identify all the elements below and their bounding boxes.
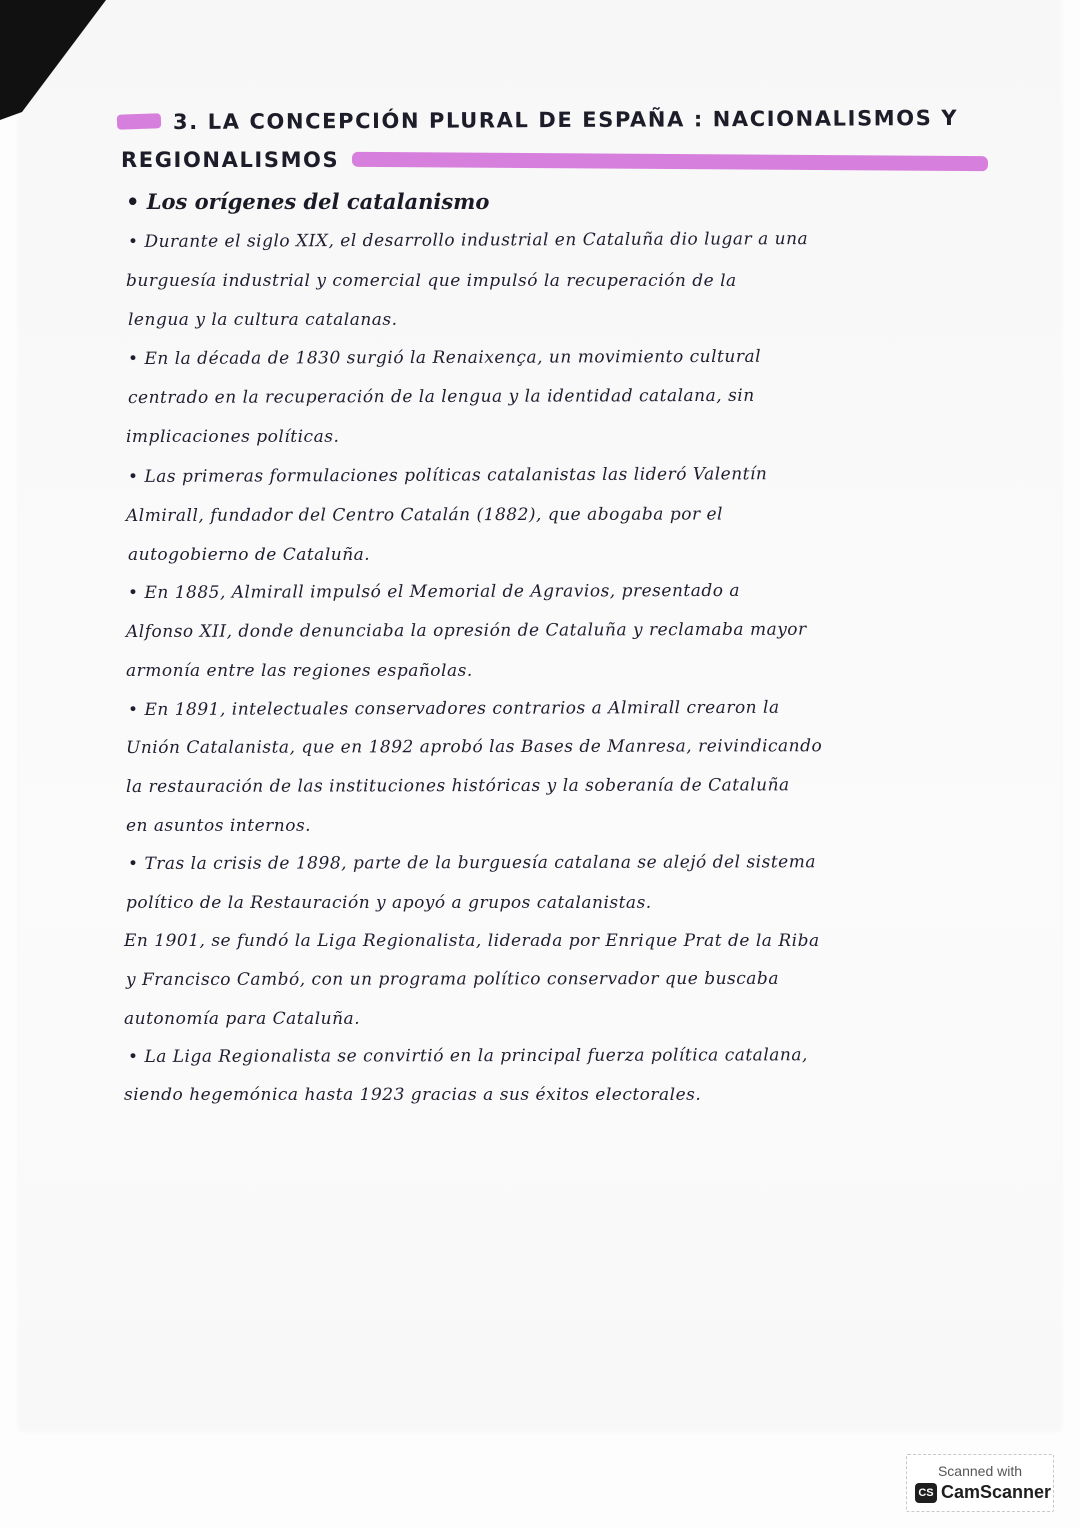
text-line: autogobierno de Cataluña. <box>128 545 371 565</box>
text-line: Almirall, fundador del Centro Catalán (1882), que abogaba por el <box>125 504 723 526</box>
text-line: • En la década de 1830 surgió la Renaixença, un movimiento cultural <box>127 346 762 369</box>
scanner-watermark <box>906 1454 1054 1512</box>
watermark-brand: CamScanner <box>941 1482 1052 1502</box>
text-line: • Las primeras formulaciones políticas catalanistas las lideró Valentín <box>127 464 768 487</box>
section-title-line1: 3. LA CONCEPCIÓN PLURAL DE ESPAÑA : NACIONALISMOS Y <box>172 105 959 135</box>
text-line: autonomía para Cataluña. <box>124 1009 361 1029</box>
text-line: Unión Catalanista, que en 1892 aprobó las Bases de Manresa, reivindicando <box>125 736 823 758</box>
scan-corner-shadow <box>0 0 110 150</box>
camscanner-logo-icon: CS <box>915 1483 937 1503</box>
text-line: • Tras la crisis de 1898, parte de la burguesía catalana se alejó del sistema <box>127 852 817 874</box>
text-line: la restauración de las instituciones históricas y la soberanía de Cataluña <box>125 775 790 797</box>
text-line: y Francisco Cambó, con un programa político conservador que buscaba <box>125 968 779 990</box>
text-line: • Durante el siglo XIX, el desarrollo industrial en Cataluña dio lugar a una <box>127 229 809 252</box>
text-line: burguesía industrial y comercial que impulsó la recuperación de la <box>126 271 737 291</box>
text-line: implicaciones políticas. <box>126 427 340 447</box>
text-line: siendo hegemónica hasta 1923 gracias a sus éxitos electorales. <box>124 1085 702 1105</box>
section-title-line2: REGIONALISMOS <box>121 148 340 172</box>
watermark-caption: Scanned with <box>937 1463 1023 1479</box>
text-line: • En 1885, Almirall impulsó el Memorial de Agravios, presentado a <box>127 580 741 603</box>
text-line: • La Liga Regionalista se convirtió en la principal fuerza política catalana, <box>127 1045 808 1067</box>
text-line: en asuntos internos. <box>126 816 312 836</box>
text-line: centrado en la recuperación de la lengua y la identidad catalana, sin <box>127 385 755 408</box>
text-line: armonía entre las regiones españolas. <box>126 661 473 681</box>
text-line: lengua y la cultura catalanas. <box>128 310 398 330</box>
subheading: • Los orígenes del catalanismo <box>126 189 490 214</box>
text-line: • En 1891, intelectuales conservadores contrarios a Almirall crearon la <box>127 697 780 720</box>
text-line: En 1901, se fundó la Liga Regionalista, liderada por Enrique Prat de la Riba <box>124 931 820 951</box>
highlighter-marker <box>117 113 161 130</box>
text-line: político de la Restauración y apoyó a grupos catalanistas. <box>126 893 652 913</box>
text-line: Alfonso XII, donde denunciaba la opresión de Cataluña y reclamaba mayor <box>125 619 807 642</box>
